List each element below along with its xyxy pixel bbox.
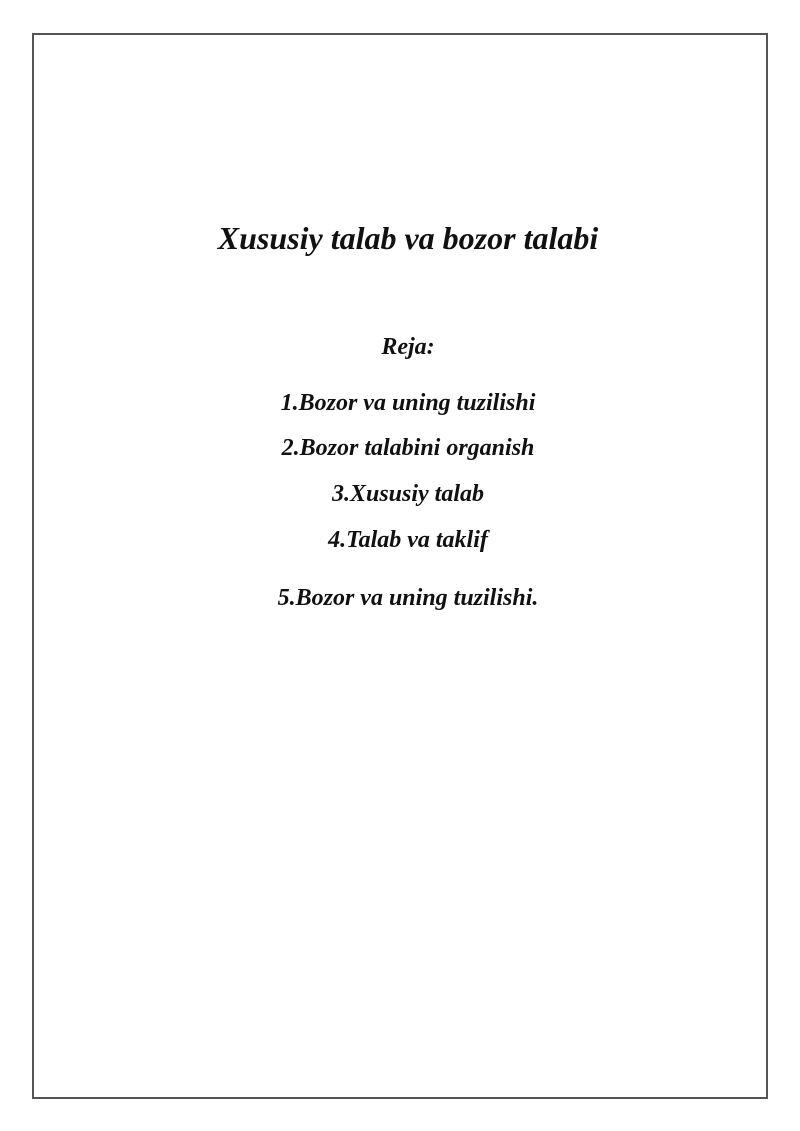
plan-item: 2.Bozor talabini organish: [281, 435, 535, 461]
plan-item: 5.Bozor va uning tuzilishi.: [277, 585, 539, 611]
plan-heading: Reja:: [381, 334, 435, 360]
plan-item: 1.Bozor va uning tuzilishi: [280, 390, 536, 416]
document-title: Xususiy talab va bozor talabi: [217, 220, 599, 256]
plan-item: 3.Xususiy talab: [331, 481, 485, 507]
plan-item: 4.Talab va taklif: [328, 527, 488, 553]
page-border-frame: [32, 33, 768, 1099]
